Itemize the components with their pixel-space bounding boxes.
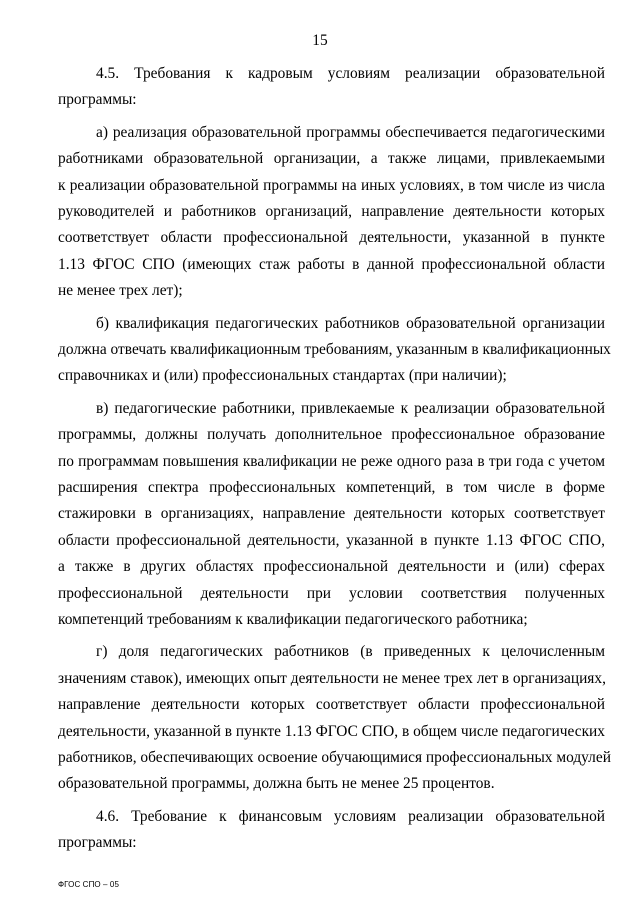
text-line: в) педагогические работники, привлекаемые к реализации образовательной	[96, 399, 605, 417]
text-line: а также в других областях профессиональной деятельности и (или) сферах	[58, 558, 605, 576]
text-line: руководителей и работников организаций, направление деятельности которых	[58, 203, 605, 220]
text-line: справочниках и (или) профессиональных стандартах (при наличии);	[58, 367, 507, 385]
text-line: программы:	[58, 834, 137, 852]
text-line: соответствует области профессиональной деятельности, указанной в пункте	[58, 229, 605, 247]
text-line: 4.5. Требования к кадровым условиям реализации образовательной	[96, 65, 605, 82]
text-line: области профессиональной деятельности, указанной в пункте 1.13 ФГОС СПО,	[58, 531, 605, 549]
page-number: 15	[312, 32, 328, 49]
text-line: не менее трех лет);	[58, 282, 183, 300]
text-line: программы, должны получать дополнительное профессиональное образование	[58, 426, 605, 444]
text-line: г) доля педагогических работников (в приведенных к целочисленным	[96, 643, 605, 661]
text-line: компетенций требованиям к квалификации педагогического работника;	[58, 611, 528, 628]
text-line: деятельности, указанной в пункте 1.13 ФГОС СПО, в общем числе педагогических	[58, 722, 605, 740]
text-line: программы:	[58, 91, 137, 109]
text-line: значениям ставок), имеющих опыт деятельности не менее трех лет в организациях,	[58, 669, 606, 687]
text-line: профессиональной деятельности при условии соответствия полученных	[58, 584, 605, 602]
text-line: расширения спектра профессиональных компетенций, в том числе в форме	[58, 479, 605, 496]
footer-label: ФГОС СПО – 05	[58, 880, 120, 889]
text-line: работниками образовательной организации, а также лицами, привлекаемыми	[58, 150, 605, 168]
text-line: 4.6. Требование к финансовым условиям реализации образовательной	[96, 807, 605, 825]
text-line: 1.13 ФГОС СПО (имеющих стаж работы в данной профессиональной области	[58, 255, 605, 273]
text-line: по программам повышения квалификации не реже одного раза в три года с учетом	[58, 452, 605, 470]
text-line: образовательной программы, должна быть не менее 25 процентов.	[58, 775, 495, 793]
text-line: б) квалификация педагогических работников образовательной организации	[96, 314, 605, 332]
text-line: стажировки в организациях, направление деятельности которых соответствует	[58, 505, 605, 523]
text-line: к реализации образовательной программы на иных условиях, в том числе из числа	[58, 176, 605, 194]
text-line: должна отвечать квалификационным требованиям, указанным в квалификационных	[58, 341, 611, 358]
text-line: направление деятельности которых соответствует области профессиональной	[58, 696, 605, 714]
text-line: работников, обеспечивающих освоение обучающимися профессиональных модулей	[58, 749, 611, 766]
text-line: а) реализация образовательной программы обеспечивается педагогическими	[96, 123, 605, 141]
